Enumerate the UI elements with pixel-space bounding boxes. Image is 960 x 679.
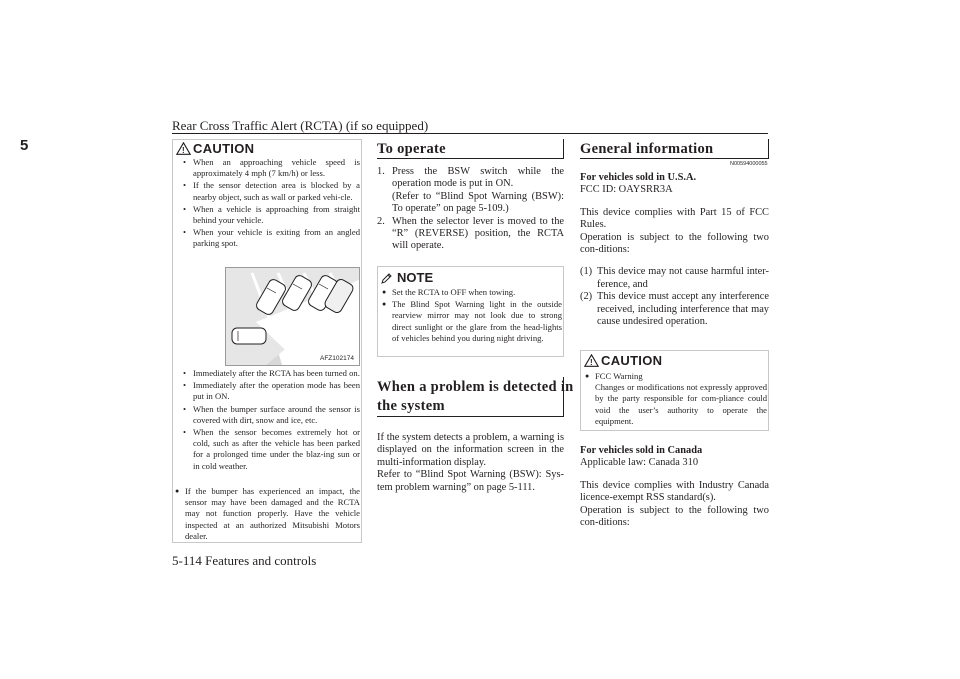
parking-illustration xyxy=(225,267,360,366)
step-2: 2. When the selector lever is moved to the “R” (REVERSE) position, the RCTA will operate. xyxy=(377,215,564,252)
fcc-id: FCC ID: OAYSRR3A xyxy=(580,184,673,196)
section-rule xyxy=(377,158,564,159)
fcc-warning-title: ● FCC Warning xyxy=(585,371,767,382)
note-item: ● The Blind Spot Warning light in the outside rearview mirror may not look due to strong direct sunlight or the glare from the head-lights of vehicles behind you during night driving. xyxy=(382,299,562,344)
caution-bullet: • If the sensor detection area is blocked by a nearby object, such as wall or parked vehi-cle. xyxy=(183,180,360,202)
heading-general-information: General information xyxy=(580,141,714,157)
problem-para-1: If the system detects a problem, a warning is displayed on the information screen in the multi-information display. xyxy=(377,432,564,468)
note-pencil-icon xyxy=(381,272,393,284)
caution-bullet: • When a vehicle is approaching from straight behind your vehicle. xyxy=(183,204,360,226)
note-heading: NOTE xyxy=(381,270,433,285)
warning-triangle-icon xyxy=(584,354,599,367)
heading-problem: When a problem is detected in the system xyxy=(377,379,574,414)
warning-triangle-icon xyxy=(176,142,191,155)
fcc-warning-text: Changes or modifications not expressly approved by the party responsible for com-pliance could void the user’s authority to operate the equipment. xyxy=(595,382,767,426)
note-item: ● Set the RCTA to OFF when towing. xyxy=(382,287,562,298)
caution-bullet: • Immediately after the operation mode has been put in ON. xyxy=(183,380,360,402)
figure-code: AFZ102174 xyxy=(320,355,354,362)
svg-text:!: ! xyxy=(182,146,185,155)
caution-bullet: • Immediately after the RCTA has been turned on. xyxy=(183,368,360,379)
canada-law: Applicable law: Canada 310 xyxy=(580,457,699,469)
problem-para-2: Refer to “Blind Spot Warning (BSW): Sys-tem problem warning” on page 5-111. xyxy=(377,469,564,493)
general-para-4: Operation is subject to the following two con-ditions: xyxy=(580,504,769,529)
general-para-2: Operation is subject to the following two con-ditions: xyxy=(580,231,769,256)
angled-parking-diagram xyxy=(226,268,359,365)
section-marker xyxy=(768,139,769,158)
header-rule xyxy=(172,133,768,134)
heading-to-operate: To operate xyxy=(377,141,446,157)
caution-box-left xyxy=(172,139,362,543)
section-code: N00594000055 xyxy=(730,161,768,167)
condition-2: (2) This device must accept any interference received, including interference that may cause undesired operation. xyxy=(580,291,769,328)
chapter-tab xyxy=(20,137,34,167)
usa-title: For vehicles sold in U.S.A. xyxy=(580,172,697,183)
caution-bullet: • When the bumper surface around the sensor is covered with dirt, snow and ice, etc. xyxy=(183,404,360,426)
step-1-ref: (Refer to “Blind Spot Warning (BSW): To operate” on page 5-109.) xyxy=(392,190,564,215)
page-footer: 5-114 Features and controls xyxy=(172,553,317,568)
caution-heading: ! CAUTION xyxy=(584,353,662,368)
caution-heading: ! CAUTION xyxy=(176,141,254,156)
chapter-number: 5 xyxy=(20,137,29,154)
svg-text:!: ! xyxy=(590,358,593,367)
section-rule xyxy=(580,158,769,159)
caution-bullet: • When the sensor becomes extremely hot or cold, such as after the vehicle has been parked for a prolonged time under the blaz-ing sun or in cold weather. xyxy=(183,427,360,472)
canada-title: For vehicles sold in Canada xyxy=(580,445,703,456)
caution-box-right xyxy=(580,350,769,431)
caution-bullet: • When an approaching vehicle speed is approximately 4 mph (7 km/h) or less. xyxy=(183,157,360,179)
note-box xyxy=(377,266,564,357)
condition-1: (1) This device may not cause harmful inter-ference, and xyxy=(580,266,769,290)
running-title: Rear Cross Traffic Alert (RCTA) (if so equipped) xyxy=(172,118,429,133)
section-marker xyxy=(563,139,564,158)
step-1: 1. Press the BSW switch while the operation mode is put in ON. xyxy=(377,166,564,190)
general-para-1: This device complies with Part 15 of FCC Rules. xyxy=(580,206,769,231)
caution-bullet: • When your vehicle is exiting from an angled parking spot. xyxy=(183,227,360,249)
caution-dot-item: ● If the bumper has experienced an impact, the sensor may have been damaged and the RCTA may not function properly. Have the vehicle inspected at an authorized Mitsubishi Motors dealer. xyxy=(175,486,360,542)
general-para-3: This device complies with Industry Canada licence-exempt RSS standard(s). xyxy=(580,479,769,504)
section-rule xyxy=(377,416,564,417)
